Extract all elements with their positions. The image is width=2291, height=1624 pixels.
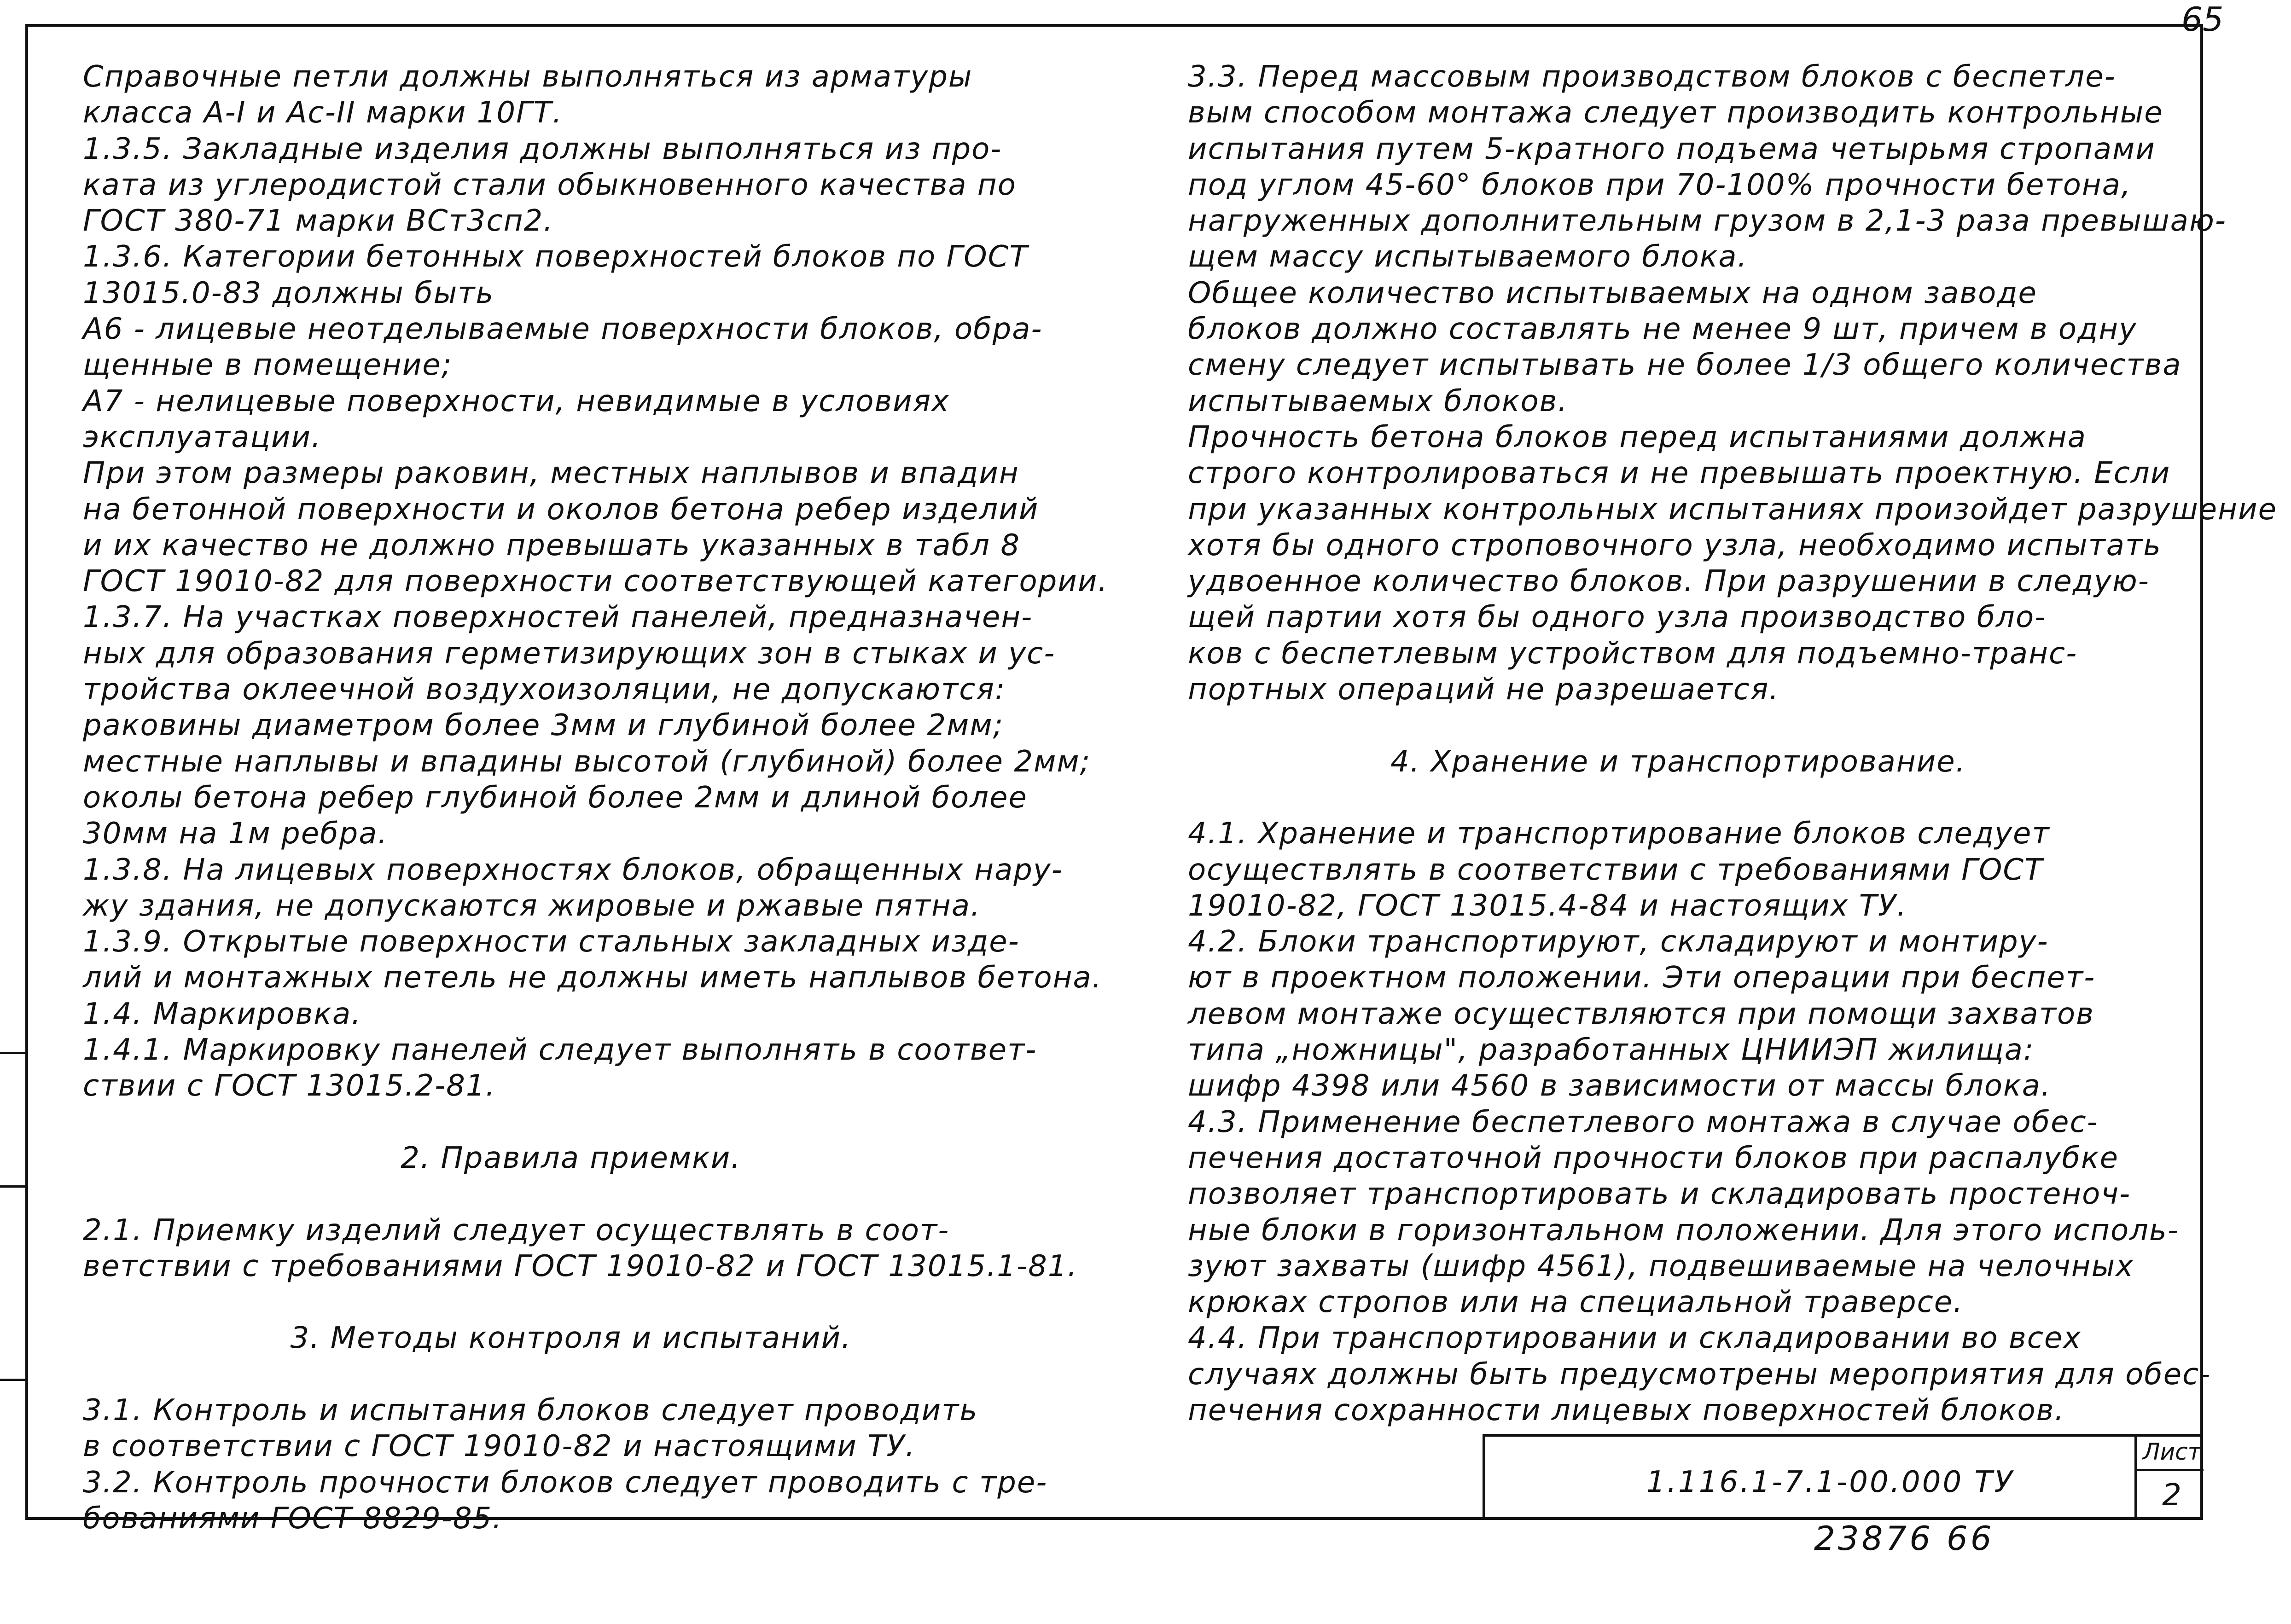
text-line: бованиями ГОСТ 8829-85.	[83, 1501, 503, 1536]
text-line: 2. Правила приемки.	[401, 1141, 741, 1175]
frame-tick-mark	[0, 1379, 25, 1381]
frame-tick-mark	[0, 1052, 25, 1054]
text-line: 13015.0-83 должны быть	[83, 276, 494, 310]
text-line: осуществлять в соответствии с требованиями ГОСТ	[1188, 853, 2044, 887]
text-line: 3.3. Перед массовым производством блоков с беспетле-	[1188, 60, 2116, 94]
text-line: 30мм на 1м ребра.	[83, 817, 388, 851]
text-line: 19010-82, ГОСТ 13015.4-84 и настоящих ТУ.	[1188, 888, 1907, 923]
inventory-number: 23876 66	[1814, 1519, 1994, 1558]
text-line: строго контролироваться и не превышать проектную. Если	[1188, 456, 2171, 491]
text-line: Прочность бетона блоков перед испытаниями должна	[1188, 420, 2087, 454]
text-line: зуют захваты (шифр 4561), подвешиваемые на челочных	[1188, 1249, 2134, 1283]
text-line: 1.3.7. На участках поверхностей панелей, предназначен-	[83, 600, 1033, 635]
text-line: левом монтаже осуществляются при помощи захватов	[1188, 997, 2094, 1031]
text-line	[83, 1104, 1059, 1140]
text-line: вым способом монтажа следует производить контрольные	[1188, 96, 2163, 130]
sheet-number: 2	[2162, 1477, 2181, 1513]
text-line: печения сохранности лицевых поверхностей блоков.	[1188, 1393, 2065, 1427]
text-line: печения достаточной прочности блоков при распалубке	[1188, 1141, 2119, 1175]
text-line: 4.3. Применение беспетлевого монтажа в случае обес-	[1188, 1105, 2099, 1139]
text-line: жу здания, не допускаются жировые и ржавые пятна.	[83, 888, 981, 923]
text-line: ные блоки в горизонтальном положении. Для этого исполь-	[1188, 1213, 2179, 1247]
text-line: ката из углеродистой стали обыкновенного качества по	[83, 168, 1017, 202]
text-line: При этом размеры раковин, местных наплывов и впадин	[83, 456, 1019, 491]
text-line: смену следует испытывать не более 1/3 общего количества	[1188, 348, 2182, 383]
text-line	[83, 1284, 1059, 1320]
text-line: 3.2. Контроль прочности блоков следует проводить с тре-	[83, 1465, 1048, 1500]
text-line: А6 - лицевые неотделываемые поверхности блоков, обра-	[83, 312, 1043, 347]
text-line: в соответствии с ГОСТ 19010-82 и настоящими ТУ.	[83, 1429, 916, 1464]
text-line: 4.2. Блоки транспортируют, складируют и монтиру-	[1188, 925, 2049, 959]
text-line: 1.4. Маркировка.	[83, 997, 362, 1031]
text-line: при указанных контрольных испытаниях произойдет разрушение	[1188, 492, 2277, 527]
text-line: А7 - нелицевые поверхности, невидимые в условиях	[83, 384, 950, 418]
text-line: ков с беспетлевым устройством для подъемно-транс-	[1188, 636, 2078, 671]
text-line	[83, 1176, 1059, 1212]
title-block-sheet-divider	[2137, 1469, 2204, 1471]
text-line: 1.3.9. Открытые поверхности стальных закладных изде-	[83, 925, 1020, 959]
text-line: позволяет транспортировать и складировать простеноч-	[1188, 1177, 2131, 1212]
text-line: 3.1. Контроль и испытания блоков следует проводить	[83, 1393, 978, 1427]
text-line: 4. Хранение и транспортирование.	[1390, 744, 1966, 779]
text-line: 4.4. При транспортировании и складировании во всех	[1188, 1321, 2082, 1356]
text-line: 3. Методы контроля и испытаний.	[290, 1321, 852, 1356]
text-line: щенные в помещение;	[83, 348, 453, 383]
document-code: 1.116.1-7.1-00.000 ТУ	[1646, 1465, 2014, 1499]
text-line: ветствии с требованиями ГОСТ 19010-82 и ГОСТ 13015.1-81.	[83, 1249, 1078, 1283]
title-block	[1483, 1434, 2201, 1520]
text-line: типа „ножницы", разработанных ЦНИИЭП жилища:	[1188, 1033, 2035, 1067]
text-line: 1.4.1. Маркировку панелей следует выполнять в соответ-	[83, 1033, 1037, 1067]
text-line: ствии с ГОСТ 13015.2-81.	[83, 1069, 496, 1103]
frame-tick-mark	[0, 1185, 25, 1188]
title-block-divider	[2134, 1437, 2137, 1520]
text-line: крюках стропов или на специальной траверсе.	[1188, 1285, 1964, 1320]
text-line: блоков должно составлять не менее 9 шт, причем в одну	[1188, 312, 2138, 347]
text-line: и их качество не должно превышать указанных в табл 8	[83, 528, 1021, 563]
text-line: шифр 4398 или 4560 в зависимости от массы блока.	[1188, 1069, 2052, 1103]
text-line: нагруженных дополнительным грузом в 2,1-3 раза превышаю-	[1188, 204, 2227, 238]
page-number-top: 65	[2181, 0, 2224, 39]
text-line: хотя бы одного строповочного узла, необходимо испытать	[1188, 528, 2162, 563]
text-line: случаях должны быть предусмотрены мероприятия для обес-	[1188, 1357, 2211, 1392]
text-line: ных для образования герметизирующих зон в стыках и ус-	[83, 636, 1056, 671]
text-line: удвоенное количество блоков. При разрушении в следую-	[1188, 564, 2150, 599]
text-line: класса А-I и Ас-II марки 10ГТ.	[83, 96, 563, 130]
text-line: тройства оклеечной воздухоизоляции, не допускаются:	[83, 673, 1006, 707]
text-line: Общее количество испытываемых на одном заводе	[1188, 276, 2037, 310]
text-line: эксплуатации.	[83, 420, 322, 454]
sheet-label: Лист	[2143, 1438, 2201, 1465]
text-line: щей партии хотя бы одного узла производство бло-	[1188, 600, 2047, 635]
left-text-column	[83, 59, 1108, 1537]
text-line: щем массу испытываемого блока.	[1188, 240, 1748, 274]
text-line: 4.1. Хранение и транспортирование блоков следует	[1188, 817, 2050, 851]
text-line	[83, 1357, 1059, 1392]
text-line: 1.3.5. Закладные изделия должны выполняться из про-	[83, 132, 1002, 166]
text-line: местные наплывы и впадины высотой (глубиной) более 2мм;	[83, 744, 1091, 779]
text-line: Справочные петли должны выполняться из арматуры	[83, 60, 973, 94]
text-line: 1.3.6. Категории бетонных поверхностей блоков по ГОСТ	[83, 240, 1029, 274]
text-line: ГОСТ 19010-82 для поверхности соответствующей категории.	[83, 564, 1108, 599]
text-line: ГОСТ 380-71 марки ВСт3сп2.	[83, 204, 554, 238]
text-line	[1188, 780, 2169, 816]
text-line	[1188, 708, 2169, 743]
text-line: 2.1. Приемку изделий следует осуществлять в соот-	[83, 1213, 950, 1247]
text-line: испытываемых блоков.	[1188, 384, 1568, 418]
text-line: 1.3.8. На лицевых поверхностях блоков, обращенных нару-	[83, 853, 1063, 887]
right-text-column	[1188, 59, 2277, 1428]
text-line: ют в проектном положении. Эти операции при беспет-	[1188, 961, 2096, 995]
text-line: околы бетона ребер глубиной более 2мм и длиной более	[83, 780, 1028, 815]
text-line: на бетонной поверхности и околов бетона ребер изделий	[83, 492, 1039, 527]
text-line: лий и монтажных петель не должны иметь наплывов бетона.	[83, 961, 1103, 995]
text-line: испытания путем 5-кратного подъема четырьмя стропами	[1188, 132, 2156, 166]
text-line: раковины диаметром более 3мм и глубиной более 2мм;	[83, 708, 1004, 743]
text-line: под углом 45-60° блоков при 70-100% прочности бетона,	[1188, 168, 2132, 202]
text-line: портных операций не разрешается.	[1188, 673, 1779, 707]
